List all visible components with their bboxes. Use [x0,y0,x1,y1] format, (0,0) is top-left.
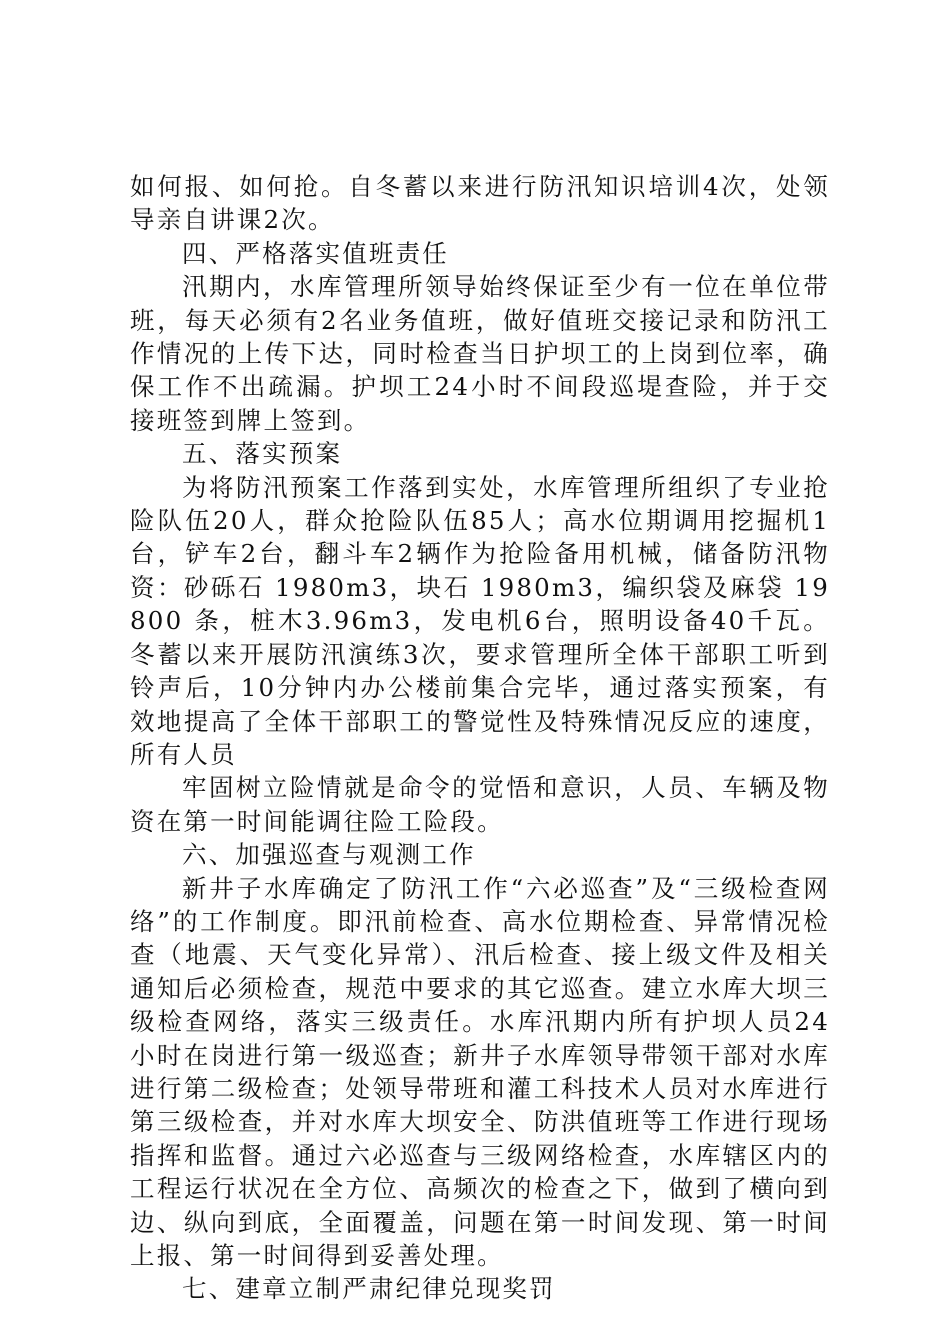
section-heading: 四、严格落实值班责任 [182,238,449,268]
section-heading: 七、建章立制严肃纪律兑现奖罚 [182,1274,556,1304]
section-heading: 六、加强巡查与观测工作 [182,840,476,870]
section-heading: 五、落实预案 [182,439,343,469]
body-paragraph: 牢固树立险情就是命令的觉悟和意识，人员、车辆及物资在第一时间能调往险工险段。 [130,773,830,836]
body-paragraph: 新井子水库确定了防汛工作“六必巡查”及“三级检查网络”的工作制度。即汛前检查、高水位期检查、异常情况检查（地震、天气变化异常）、汛后检查、接上级文件及相关通知后必须检查，规范中要求的其它巡查。建立水库大坝三级检查网络，落实三级责任。水库汛期内所有护坝人员24小时在岗进行第一级巡查；新井子水库领导带领干部对水库进行第二级检查；处领导带班和灌工科技术人员对水库进行第三级检查，并对水库大坝安全、防洪值班等工作进行现场指挥和监督。通过六必巡查与三级网络检查，水库辖区内的工程运行状况在全方位、高频次的检查之下，做到了横向到边、纵向到底，全面覆盖，问题在第一时间发现、第一时间上报、第一时间得到妥善处理。 [130,873,830,1270]
body-paragraph: 如何报、如何抢。自冬蓄以来进行防汛知识培训4次，处领导亲自讲课2次。 [130,172,830,235]
body-paragraph: 汛期内，水库管理所领导始终保证至少有一位在单位带班，每天必须有2名业务值班，做好值班交接记录和防汛工作情况的上传下达，同时检查当日护坝工的上岗到位率，确保工作不出疏漏。护坝工24小时不间段巡堤查险，并于交接班签到牌上签到。 [130,272,830,435]
body-paragraph: 为将防汛预案工作落到实处，水库管理所组织了专业抢险队伍20人，群众抢险队伍85人；高水位期调用挖掘机1台，铲车2台，翻斗车2辆作为抢险备用机械，储备防汛物资：砂砾石 1980m3，块石 1980m3，编织袋及麻袋 19800 条，桩木3.96m3，发电机6台，照明设备40千瓦。冬蓄以来开展防汛演练3次，要求管理所全体干部职工听到铃声后，10分钟内办公楼前集合完毕，通过落实预案，有效地提高了全体干部职工的警觉性及特殊情况反应的速度，所有人员 [130,472,830,769]
document-body [130,170,830,1306]
